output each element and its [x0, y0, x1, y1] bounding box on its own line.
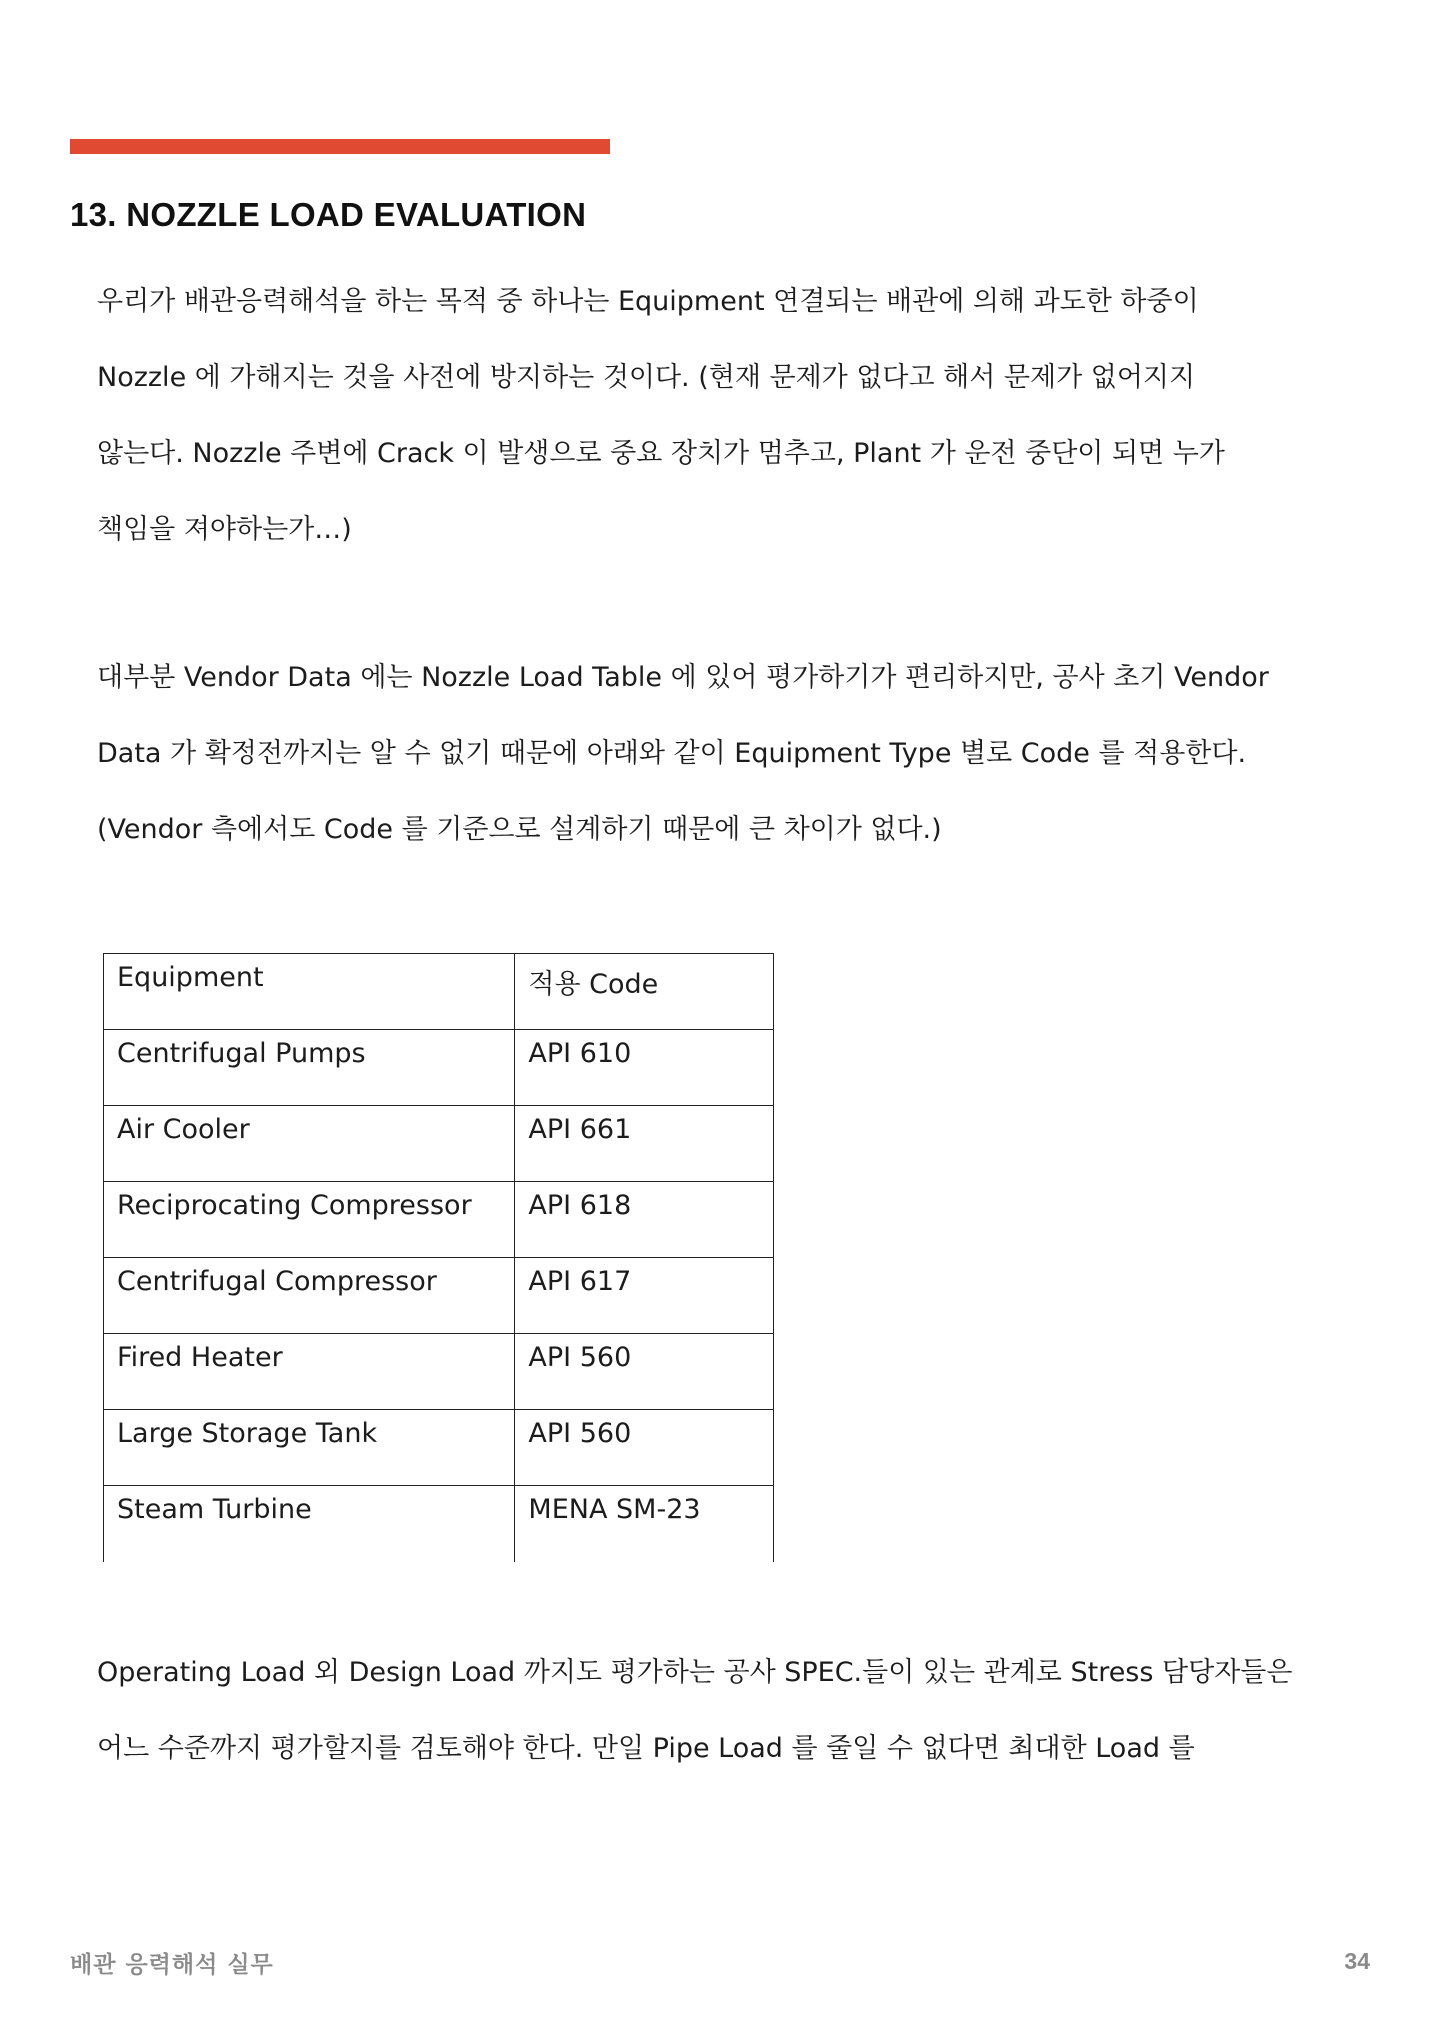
table-row	[104, 1258, 774, 1334]
vendor-data-paragraph	[97, 640, 1367, 868]
table-cell-code: API 610	[515, 1030, 774, 1106]
table-cell-equipment: Fired Heater	[104, 1334, 515, 1410]
table-row	[104, 1334, 774, 1410]
paragraph-line: Nozzle 에 가해지는 것을 사전에 방지하는 것이다. (현재 문제가 없다고 해서 문제가 없어지지	[97, 362, 1196, 393]
table-cell-code: API 661	[515, 1106, 774, 1182]
table-header-equipment: Equipment	[104, 954, 515, 1030]
paragraph-line: Data 가 확정전까지는 알 수 없기 때문에 아래와 같이 Equipment Type 별로 Code 를 적용한다.	[97, 738, 1247, 769]
table-cell-equipment: Reciprocating Compressor	[104, 1182, 515, 1258]
footer-book-title: 배관 응력해석 실무	[70, 1952, 274, 1978]
paragraph-line: 대부분 Vendor Data 에는 Nozzle Load Table 에 있어 평가하기가 편리하지만, 공사 초기 Vendor	[97, 662, 1269, 693]
table-header-row	[104, 954, 774, 1030]
paragraph-line: 책임을 져야하는가…)	[97, 514, 352, 545]
table-row	[104, 1182, 774, 1258]
equipment-code-table	[103, 953, 774, 1562]
table-cell-code: API 618	[515, 1182, 774, 1258]
paragraph-line: 어느 수준까지 평가할지를 검토해야 한다. 만일 Pipe Load 를 줄일 수 없다면 최대한 Load 를	[97, 1733, 1195, 1764]
paragraph-line: (Vendor 측에서도 Code 를 기준으로 설계하기 때문에 큰 차이가 없다.)	[97, 814, 942, 845]
table-cell-equipment: Centrifugal Pumps	[104, 1030, 515, 1106]
table-header-code: 적용 Code	[515, 954, 774, 1030]
table-cell-code: MENA SM-23	[515, 1486, 774, 1562]
table-row	[104, 1106, 774, 1182]
table-row	[104, 1410, 774, 1486]
load-evaluation-paragraph	[97, 1635, 1367, 1787]
table-cell-equipment: Large Storage Tank	[104, 1410, 515, 1486]
table-cell-code: API 560	[515, 1410, 774, 1486]
section-title: 13. NOZZLE LOAD EVALUATION	[70, 196, 587, 233]
table-cell-code: API 560	[515, 1334, 774, 1410]
table-cell-equipment: Air Cooler	[104, 1106, 515, 1182]
paragraph-line: 우리가 배관응력해석을 하는 목적 중 하나는 Equipment 연결되는 배관에 의해 과도한 하중이	[97, 286, 1199, 317]
table-cell-equipment: Centrifugal Compressor	[104, 1258, 515, 1334]
table-row	[104, 1030, 774, 1106]
footer-page-number: 34	[1344, 1948, 1370, 1974]
paragraph-line: Operating Load 외 Design Load 까지도 평가하는 공사 SPEC.들이 있는 관계로 Stress 담당자들은	[97, 1657, 1293, 1688]
paragraph-line: 않는다. Nozzle 주변에 Crack 이 발생으로 중요 장치가 멈추고, Plant 가 운전 중단이 되면 누가	[97, 438, 1225, 469]
table-cell-equipment: Steam Turbine	[104, 1486, 515, 1562]
section-accent-bar	[70, 139, 610, 154]
table-cell-code: API 617	[515, 1258, 774, 1334]
intro-paragraph	[97, 264, 1367, 568]
table-row	[104, 1486, 774, 1562]
